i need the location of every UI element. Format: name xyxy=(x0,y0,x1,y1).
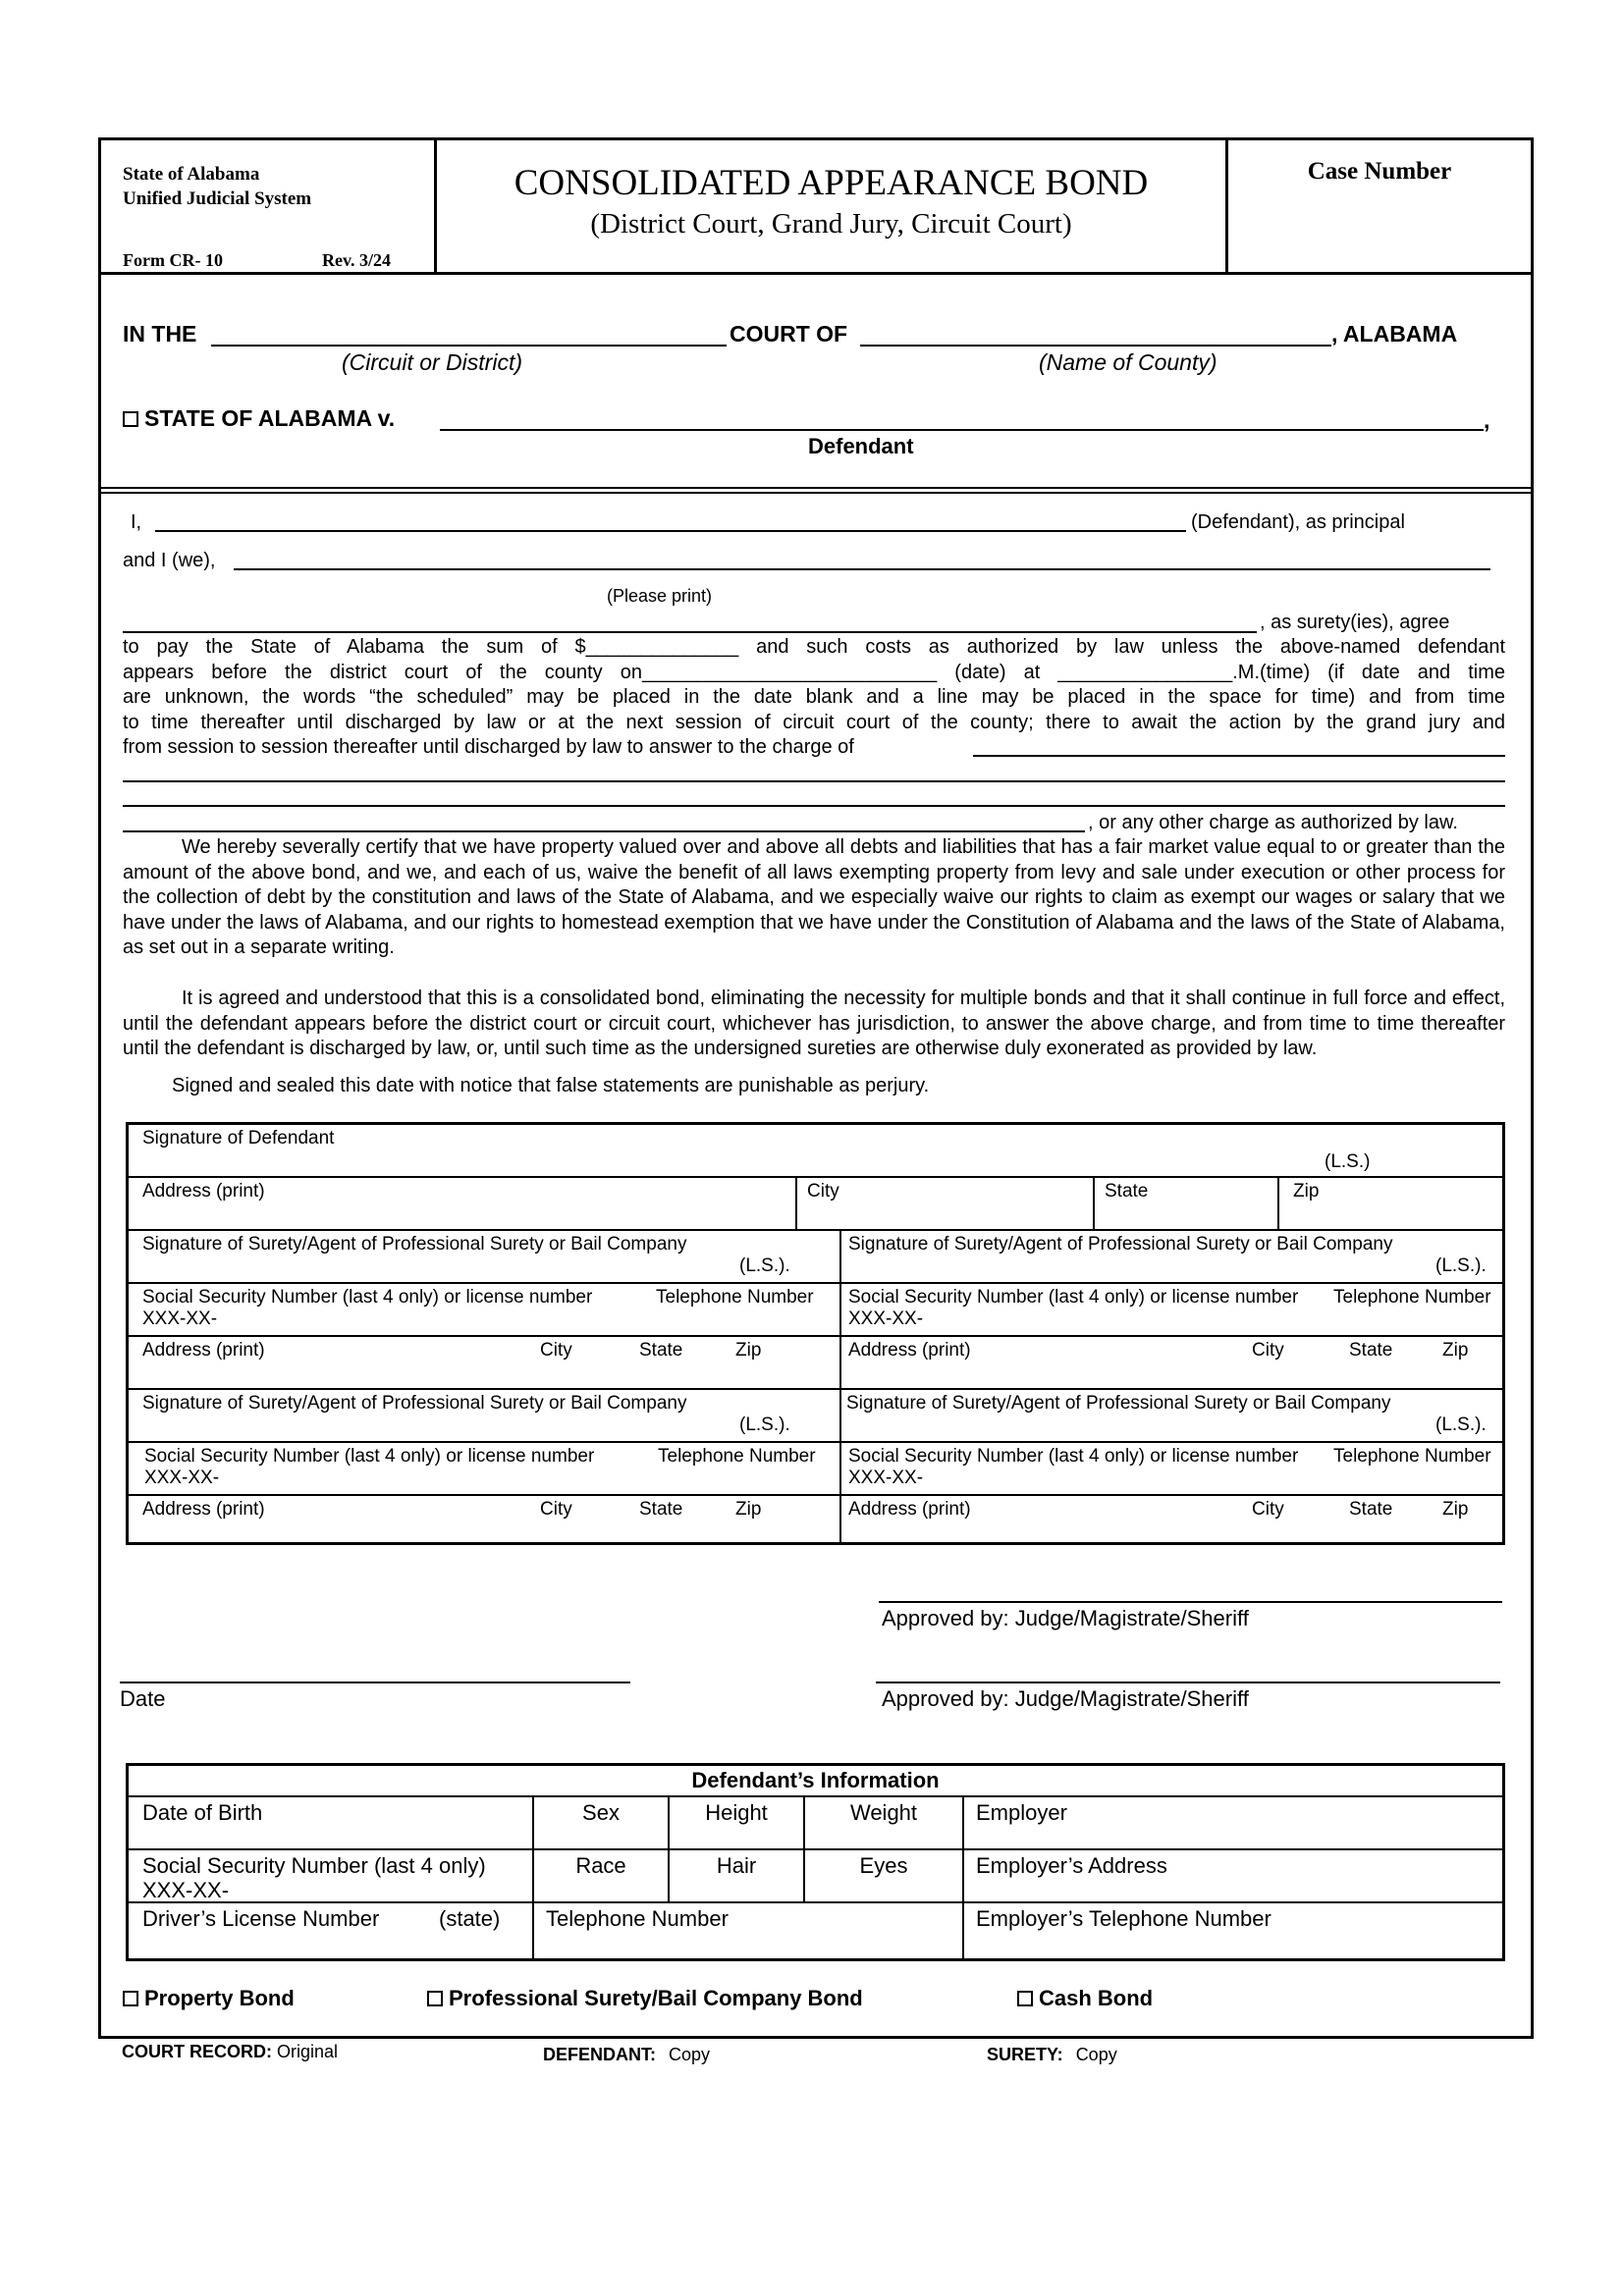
telephone-field[interactable] xyxy=(534,1903,964,1958)
court-of-label: COURT OF xyxy=(730,321,848,347)
surety-2-signature-field[interactable] xyxy=(841,1231,1502,1284)
defendant-copy-value: Copy xyxy=(669,2045,711,2064)
defendant-city-field[interactable] xyxy=(797,1178,1095,1231)
header-title-box xyxy=(437,140,1228,272)
form-title: CONSOLIDATED APPEARANCE BOND xyxy=(514,163,1149,203)
telephone-label: Telephone Number xyxy=(1333,1287,1491,1308)
city-label: City xyxy=(540,1340,572,1361)
employer-phone-field[interactable] xyxy=(964,1903,1502,1958)
employer-address-field[interactable] xyxy=(964,1850,1502,1903)
telephone-label: Telephone Number xyxy=(656,1287,814,1308)
form-number: Form CR- 10 xyxy=(123,250,223,270)
county-line[interactable] xyxy=(860,345,1331,347)
defendant-principal-label: (Defendant), as principal xyxy=(1191,511,1405,533)
form-frame xyxy=(98,137,1534,2039)
bond-line: to pay the State of Alabama the sum of $______________ and such costs as authorized by law unless the above-named defendant xyxy=(123,636,1505,658)
ssn-field[interactable] xyxy=(129,1850,534,1903)
surety-sig-label: Signature of Surety/Agent of Professional Surety or Bail Company xyxy=(142,1393,687,1414)
ls-label: (L.S.). xyxy=(739,1255,790,1276)
zip-label: Zip xyxy=(1442,1340,1469,1361)
professional-bond-checkbox[interactable] xyxy=(427,1991,443,2006)
telephone-label: Telephone Number xyxy=(546,1906,729,1931)
bond-line: appears before the district court of the county on___________________________ (date) at ________________.M.(time) (if date and time xyxy=(123,661,1505,683)
address-label: Address (print) xyxy=(142,1340,265,1361)
cash-bond-checkbox[interactable] xyxy=(1017,1991,1033,2006)
court-record-footer xyxy=(122,2042,338,2062)
cash-bond-label: Cash Bond xyxy=(1039,1986,1154,2010)
charge-line-3[interactable] xyxy=(123,805,1505,807)
date-label: Date xyxy=(120,1686,166,1711)
city-label: City xyxy=(1252,1499,1284,1520)
ssn-prefix: XXX-XX- xyxy=(142,1308,218,1329)
zip-label: Zip xyxy=(735,1499,762,1520)
approval-line-2[interactable] xyxy=(876,1682,1500,1683)
please-print-hint: (Please print) xyxy=(607,586,713,606)
height-field[interactable] xyxy=(670,1797,805,1850)
divider xyxy=(101,487,1531,489)
race-label: Race xyxy=(575,1853,626,1878)
race-field[interactable] xyxy=(534,1850,670,1903)
state-label: State xyxy=(1349,1340,1393,1361)
ssn-license-label: Social Security Number (last 4 only) or license number xyxy=(142,1287,593,1308)
surety-copy-value: Copy xyxy=(1075,2045,1117,2064)
ls-label: (L.S.). xyxy=(1435,1255,1487,1276)
property-bond-label: Property Bond xyxy=(144,1986,295,2010)
surety-names-line-2[interactable] xyxy=(123,631,1257,633)
ssn-license-label: Social Security Number (last 4 only) or license number xyxy=(848,1446,1299,1467)
form-subtitle: (District Court, Grand Jury, Circuit Court) xyxy=(590,208,1072,240)
consolidated-bond-paragraph: It is agreed and understood that this is a consolidated bond, eliminating the necessity for multiple bonds and that it shall continue in full force and effect, until the defendant appears before the district court or circuit court, whichever has jurisdiction, to answer the above charge, and from time to time thereafter until the defendant is discharged by law, or, until such time as the undersigned sureties are otherwise duly exonerated as provided by law. xyxy=(123,988,1505,1059)
ssn-prefix: XXX-XX- xyxy=(848,1468,924,1488)
divider xyxy=(101,492,1531,494)
surety-names-line-1[interactable] xyxy=(234,568,1490,570)
alabama-label: , ALABAMA xyxy=(1331,321,1458,347)
info-title: Defendant’s Information xyxy=(691,1768,940,1792)
bond-line: to time thereafter until discharged by law or at the next session of circuit court of the county; there to await the action by the grand jury and xyxy=(123,711,1505,733)
eyes-label: Eyes xyxy=(859,1853,908,1878)
in-the-label: IN THE xyxy=(123,321,197,347)
defendant-state-field[interactable] xyxy=(1095,1178,1279,1231)
surety-2-address-field[interactable] xyxy=(841,1337,1502,1390)
form-header xyxy=(101,140,1531,275)
surety-1-ssn-phone-field[interactable] xyxy=(129,1284,841,1337)
cash-bond-option[interactable] xyxy=(1017,1986,1153,2011)
charge-label: from session to session thereafter until discharged by law to answer to the charge of xyxy=(123,736,854,758)
surety-sig-label: Signature of Surety/Agent of Professional Surety or Bail Company xyxy=(142,1234,687,1255)
telephone-label: Telephone Number xyxy=(658,1446,816,1467)
professional-bond-label: Professional Surety/Bail Company Bond xyxy=(449,1986,863,2010)
defendant-zip-field[interactable] xyxy=(1279,1178,1502,1231)
zip-label: Zip xyxy=(1293,1181,1320,1201)
state-label: State xyxy=(639,1340,683,1361)
state-checkbox[interactable] xyxy=(123,411,138,427)
ssn-license-label: Social Security Number (last 4 only) or license number xyxy=(848,1287,1299,1308)
case-number-box[interactable] xyxy=(1228,140,1531,272)
ssn-prefix: XXX-XX- xyxy=(848,1308,924,1329)
surety-3-address-field[interactable] xyxy=(129,1496,841,1542)
employer-address-label: Employer’s Address xyxy=(976,1853,1167,1878)
weight-field[interactable] xyxy=(805,1797,964,1850)
surety-4-signature-field[interactable] xyxy=(841,1390,1502,1443)
surety-copy-label: SURETY: xyxy=(987,2045,1063,2064)
ssn-prefix: XXX-XX- xyxy=(142,1878,230,1902)
city-label: City xyxy=(1252,1340,1284,1361)
employer-field[interactable] xyxy=(964,1797,1502,1850)
dob-field[interactable] xyxy=(129,1797,534,1850)
signed-sealed-statement: Signed and sealed this date with notice that false statements are punishable as perjury. xyxy=(172,1075,930,1096)
address-label: Address (print) xyxy=(142,1499,265,1520)
hair-label: Hair xyxy=(716,1853,757,1878)
defendant-footer xyxy=(543,2045,710,2065)
property-bond-checkbox[interactable] xyxy=(123,1991,138,2006)
height-label: Height xyxy=(705,1800,768,1825)
ssn-prefix: XXX-XX- xyxy=(144,1468,220,1488)
approved-by-label-2: Approved by: Judge/Magistrate/Sheriff xyxy=(882,1686,1249,1711)
any-other-charge-label: , or any other charge as authorized by law. xyxy=(1088,812,1458,833)
surety-1-signature-field[interactable] xyxy=(129,1231,841,1284)
i-label: I, xyxy=(131,511,142,533)
sig-defendant-label: Signature of Defendant xyxy=(142,1128,335,1148)
ls-label: (L.S.). xyxy=(1435,1415,1487,1435)
surety-sig-label: Signature of Surety/Agent of Professional Surety or Bail Company xyxy=(848,1234,1393,1255)
circuit-or-district-hint: (Circuit or District) xyxy=(342,349,522,375)
defendant-principal-line[interactable] xyxy=(155,530,1186,532)
address-label: Address (print) xyxy=(142,1181,265,1201)
surety-sig-label: Signature of Surety/Agent of Professional Surety or Bail Company xyxy=(846,1393,1391,1414)
approved-by-label-1: Approved by: Judge/Magistrate/Sheriff xyxy=(882,1606,1249,1630)
judicial-system: Unified Judicial System xyxy=(123,188,312,209)
professional-surety-bond-option[interactable] xyxy=(427,1986,863,2011)
comma: , xyxy=(1484,407,1490,433)
property-bond-option[interactable] xyxy=(123,1986,295,2011)
address-label: Address (print) xyxy=(848,1340,971,1361)
surety-4-ssn-phone-field[interactable] xyxy=(841,1443,1502,1496)
sex-field[interactable] xyxy=(534,1797,670,1850)
form-revision: Rev. 3/24 xyxy=(322,250,391,270)
court-record-value: Original xyxy=(277,2042,339,2061)
dob-label: Date of Birth xyxy=(142,1800,263,1825)
telephone-label: Telephone Number xyxy=(1333,1446,1491,1467)
state-v-row xyxy=(123,405,395,432)
drivers-license-label: Driver’s License Number xyxy=(142,1906,380,1931)
case-number-label: Case Number xyxy=(1307,158,1452,185)
property-certification-paragraph: We hereby severally certify that we have property valued over and above all debts and liabilities that has a fair market value equal to or greater than the amount of the above bond, and we, and each of us, waive the benefit of all laws exempting property from levy and sale under execution or other process for the collection of debt by the constitution and laws of the State of Alabama, and we especially waive our rights to claim as exempt our wages or salary that we have under the laws of Alabama, and our rights to homestead exemption that we have under the Constitution of Alabama and the laws of the State of Alabama, as set out in a separate writing. xyxy=(123,836,1505,958)
charge-line-4[interactable] xyxy=(123,830,1085,832)
employer-label: Employer xyxy=(976,1800,1067,1825)
defendant-label: Defendant xyxy=(808,434,914,458)
surety-3-signature-field[interactable] xyxy=(129,1390,841,1443)
charge-line-1[interactable] xyxy=(973,755,1505,757)
city-label: City xyxy=(807,1181,839,1201)
ls-label: (L.S.) xyxy=(1325,1151,1371,1172)
ssn-license-label: Social Security Number (last 4 only) or license number xyxy=(144,1446,595,1467)
hair-field[interactable] xyxy=(670,1850,805,1903)
eyes-field[interactable] xyxy=(805,1850,964,1903)
info-title-row xyxy=(129,1766,1502,1797)
approval-line-1[interactable] xyxy=(879,1601,1502,1603)
bond-terms-paragraph xyxy=(123,635,1505,735)
ls-label: (L.S.). xyxy=(739,1415,790,1435)
employer-phone-label: Employer’s Telephone Number xyxy=(976,1906,1271,1931)
dl-state-label: (state) xyxy=(439,1906,501,1931)
city-label: City xyxy=(540,1499,572,1520)
surety-1-address-field[interactable] xyxy=(129,1337,841,1390)
defendant-info-table xyxy=(126,1763,1505,1961)
name-of-county-hint: (Name of County) xyxy=(1039,349,1217,375)
state-label: State xyxy=(1349,1499,1393,1520)
sex-label: Sex xyxy=(582,1800,620,1825)
surety-2-ssn-phone-field[interactable] xyxy=(841,1284,1502,1337)
surety-agree-label: , as surety(ies), agree xyxy=(1260,612,1450,633)
address-label: Address (print) xyxy=(848,1499,971,1520)
state-name: State of Alabama xyxy=(123,164,260,185)
state-v-label: STATE OF ALABAMA v. xyxy=(144,405,396,431)
state-label: State xyxy=(639,1499,683,1520)
defendant-copy-label: DEFENDANT: xyxy=(543,2045,656,2064)
defendant-name-line[interactable] xyxy=(440,429,1484,431)
surety-footer xyxy=(987,2045,1117,2065)
court-record-label: COURT RECORD: xyxy=(122,2042,272,2061)
signature-table xyxy=(126,1122,1505,1545)
defendant-signature-field[interactable] xyxy=(129,1125,1502,1178)
drivers-license-field[interactable] xyxy=(129,1903,534,1958)
state-label: State xyxy=(1105,1181,1149,1201)
bond-line: are unknown, the words “the scheduled” may be placed in the date blank and a line may be placed in the space for time) and from time xyxy=(123,686,1505,708)
date-line[interactable] xyxy=(120,1682,630,1683)
weight-label: Weight xyxy=(849,1800,918,1825)
and-we-label: and I (we), xyxy=(123,550,216,571)
defendant-address-field[interactable] xyxy=(129,1178,797,1231)
zip-label: Zip xyxy=(735,1340,762,1361)
zip-label: Zip xyxy=(1442,1499,1469,1520)
ssn-label: Social Security Number (last 4 only) xyxy=(142,1853,486,1878)
charge-line-2[interactable] xyxy=(123,780,1505,782)
header-left-box xyxy=(101,140,437,272)
surety-4-address-field[interactable] xyxy=(841,1496,1502,1542)
surety-3-ssn-phone-field[interactable] xyxy=(129,1443,841,1496)
court-type-line[interactable] xyxy=(211,345,727,347)
